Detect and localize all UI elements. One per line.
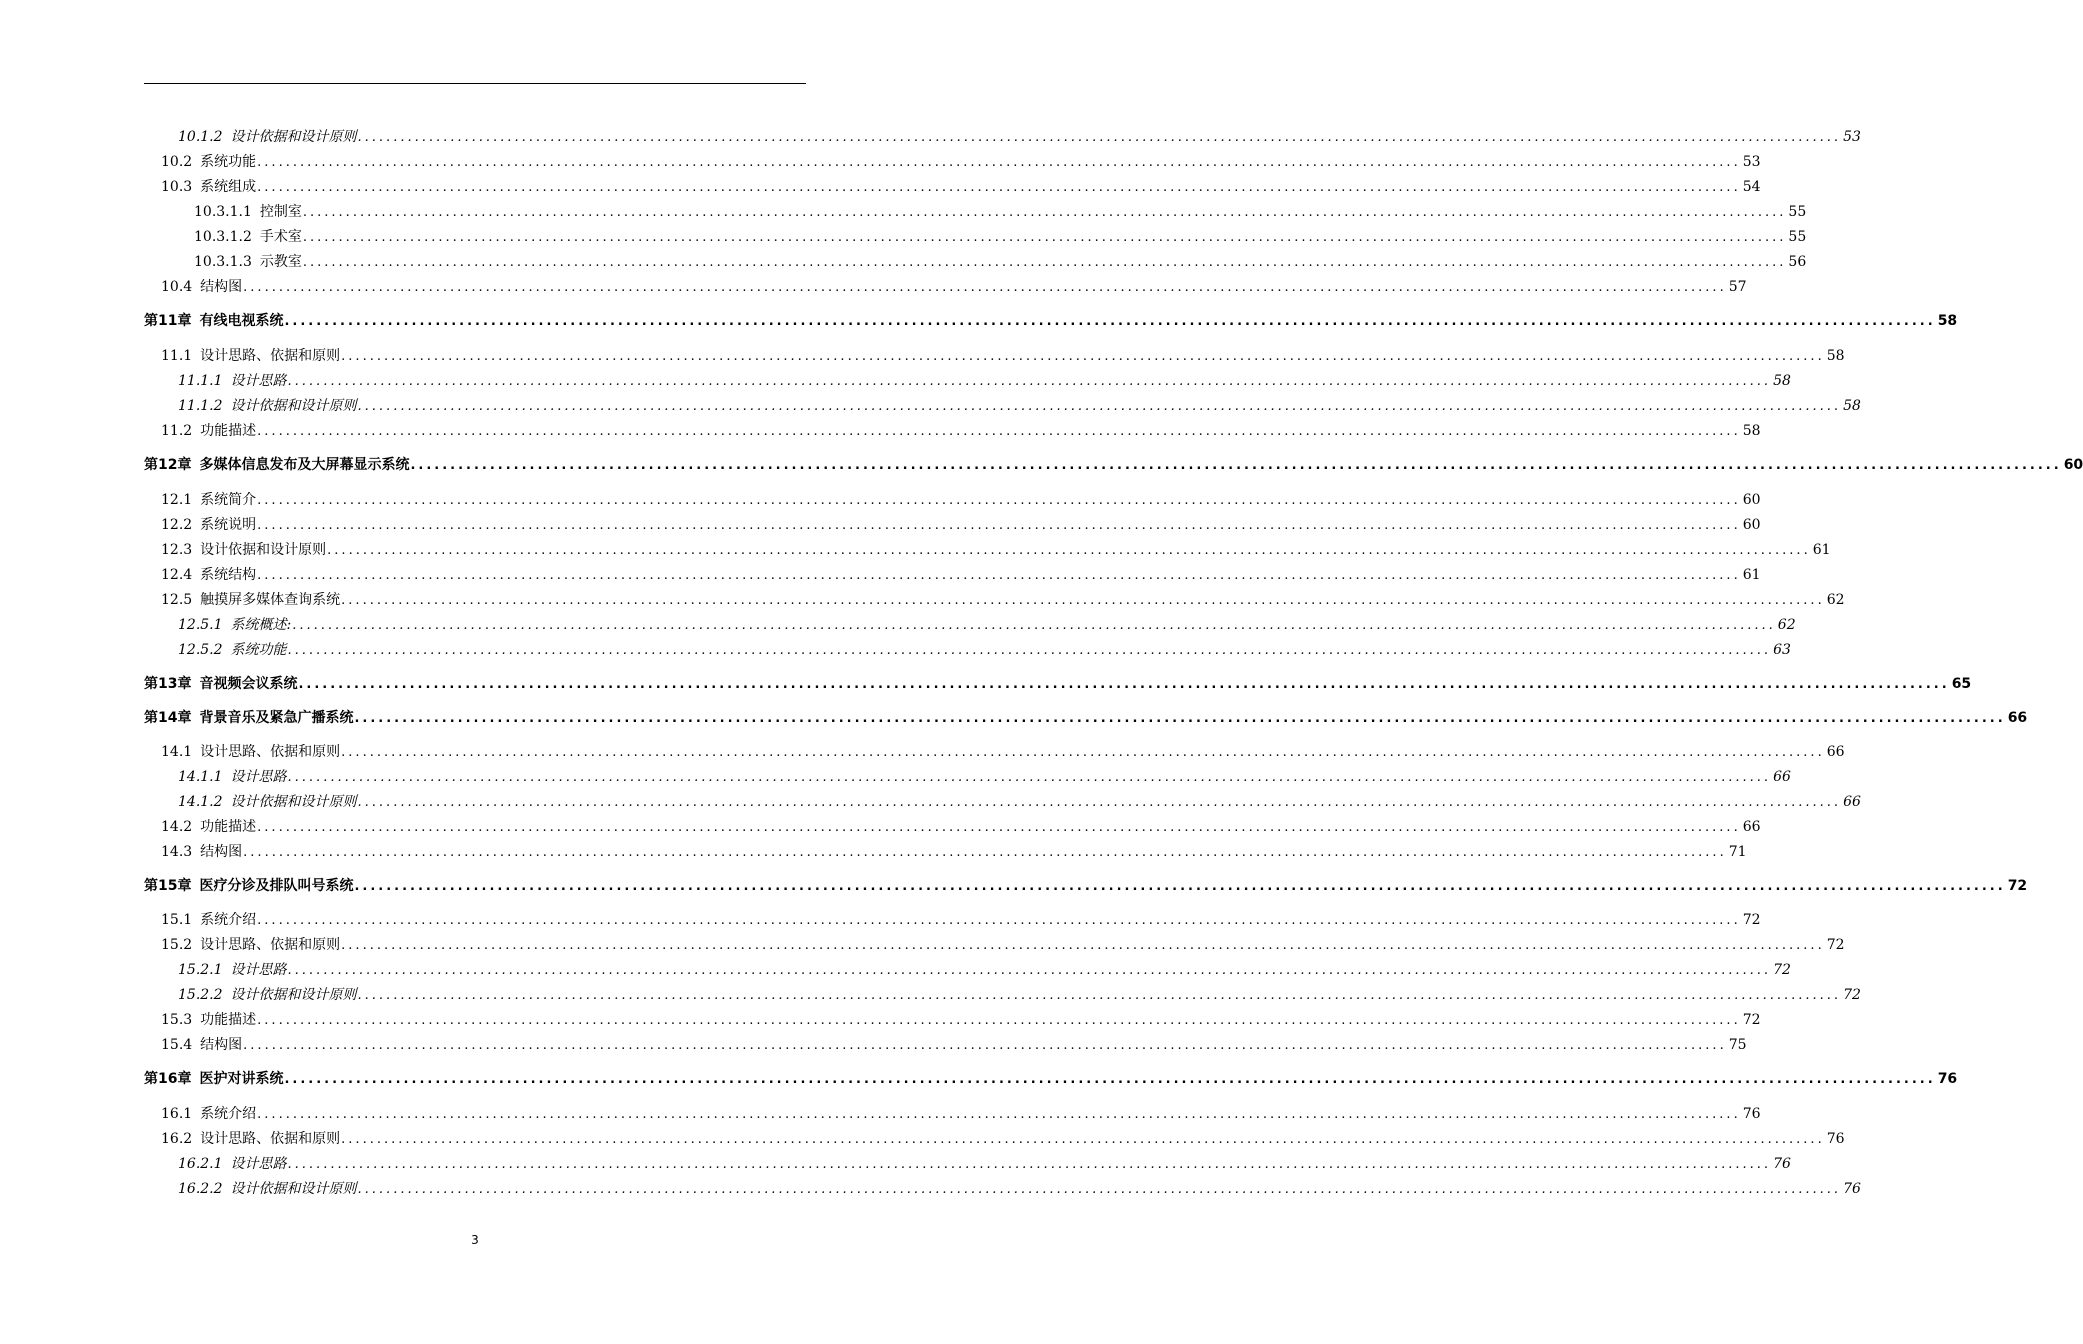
toc-entry[interactable] <box>178 1153 1791 1175</box>
toc-entry-page: 53 <box>1843 129 1861 145</box>
toc-entry-number: 15.4 <box>161 1037 193 1053</box>
toc-leader-dots: ................................................................................................................................................................................................................ <box>284 314 1936 329</box>
toc-leader-dots: ................................................................................................................................................................................................................ <box>354 711 2006 726</box>
toc-leader-dots: ................................................................................................................................................................................................................ <box>341 745 1825 760</box>
toc-entry-page: 75 <box>1728 1037 1747 1053</box>
toc-entry-number: 12.5.1 <box>178 617 223 633</box>
toc-entry-page: 72 <box>1742 1012 1761 1028</box>
toc-entry-title: 手术室 <box>259 229 302 245</box>
toc-entry-number: 14.1 <box>161 744 193 760</box>
toc-entry[interactable] <box>178 395 1861 417</box>
toc-entry[interactable] <box>194 251 1807 273</box>
toc-entry[interactable] <box>161 589 1845 611</box>
toc-entry-page: 54 <box>1742 179 1761 195</box>
toc-entry-page: 61 <box>1812 542 1831 558</box>
toc-entry-title: 示教室 <box>259 254 302 270</box>
toc-entry-title: 结构图 <box>200 1037 243 1053</box>
toc-chapter-entry[interactable] <box>144 454 2083 476</box>
toc-entry-title: 设计依据和设计原则 <box>230 129 357 145</box>
toc-entry-number: 14.2 <box>161 819 193 835</box>
toc-entry-page: 66 <box>1843 794 1861 810</box>
toc-entry-page: 63 <box>1773 642 1791 658</box>
toc-entry[interactable] <box>161 816 1761 838</box>
toc-leader-dots: ................................................................................................................................................................................................................ <box>302 230 1787 245</box>
toc-chapter-title: 背景音乐及紧急广播系统 <box>199 710 354 726</box>
toc-chapter-entry[interactable] <box>144 673 1972 695</box>
toc-entry-page: 76 <box>1843 1181 1861 1197</box>
toc-chapter-entry[interactable] <box>144 875 2028 897</box>
toc-leader-dots: ................................................................................................................................................................................................................ <box>287 963 1772 978</box>
toc-entry[interactable] <box>194 226 1807 248</box>
toc-entry-number: 12.4 <box>161 567 193 583</box>
toc-entry-number: 10.3 <box>161 179 193 195</box>
toc-entry[interactable] <box>178 614 1796 636</box>
toc-entry-number: 12.5 <box>161 592 193 608</box>
toc-leader-dots: ................................................................................................................................................................................................................ <box>257 493 1741 508</box>
toc-entry[interactable] <box>178 639 1791 661</box>
toc-entry-page: 60 <box>1742 492 1761 508</box>
toc-chapter-title: 医护对讲系统 <box>199 1071 284 1087</box>
toc-entry-number: 14.3 <box>161 844 193 860</box>
toc-leader-dots: ................................................................................................................................................................................................................ <box>287 770 1772 785</box>
toc-leader-dots: ................................................................................................................................................................................................................ <box>243 280 1727 295</box>
toc-entry-title: 设计依据和设计原则 <box>230 1181 357 1197</box>
toc-entry-title: 设计思路 <box>230 1156 287 1172</box>
toc-entry-page: 66 <box>1826 744 1845 760</box>
toc-entry-number: 10.3.1.1 <box>194 204 252 220</box>
toc-entry[interactable] <box>178 370 1791 392</box>
toc-entry-title: 系统功能 <box>230 642 287 658</box>
toc-entry-page: 58 <box>1826 348 1845 364</box>
toc-chapter-number: 第15章 <box>144 878 192 894</box>
toc-chapter-number: 第12章 <box>144 457 192 473</box>
toc-entry[interactable] <box>161 420 1761 442</box>
toc-leader-dots: ................................................................................................................................................................................................................ <box>257 518 1741 533</box>
toc-entry-number: 10.4 <box>161 279 193 295</box>
toc-entry-page: 55 <box>1788 204 1807 220</box>
toc-entry-page: 76 <box>1742 1106 1761 1122</box>
toc-entry-title: 功能描述 <box>200 819 257 835</box>
toc-entry-number: 12.2 <box>161 517 193 533</box>
toc-leader-dots: ................................................................................................................................................................................................................ <box>257 913 1741 928</box>
toc-entry-page: 53 <box>1742 154 1761 170</box>
toc-chapter-number: 第13章 <box>144 676 192 692</box>
toc-entry-title: 功能描述 <box>200 1012 257 1028</box>
toc-entry[interactable] <box>161 741 1845 763</box>
toc-entry-page: 55 <box>1788 229 1807 245</box>
toc-entry-number: 12.5.2 <box>178 642 223 658</box>
toc-entry-page: 72 <box>2007 878 2028 894</box>
toc-leader-dots: ................................................................................................................................................................................................................ <box>257 424 1741 439</box>
toc-entry-title: 系统介绍 <box>200 1106 257 1122</box>
toc-leader-dots: ................................................................................................................................................................................................................ <box>341 938 1825 953</box>
toc-entry[interactable] <box>161 539 1831 561</box>
toc-entry-page: 58 <box>1937 313 1958 329</box>
toc-entry[interactable] <box>178 959 1791 981</box>
toc-entry-title: 设计思路 <box>230 769 287 785</box>
toc-chapter-title: 医疗分诊及排队叫号系统 <box>199 878 354 894</box>
toc-entry-number: 10.2 <box>161 154 193 170</box>
toc-entry-title: 设计思路 <box>230 962 287 978</box>
toc-leader-dots: ................................................................................................................................................................................................................ <box>284 1072 1936 1087</box>
toc-entry-number: 16.2 <box>161 1131 193 1147</box>
toc-entry[interactable] <box>161 934 1845 956</box>
toc-entry-page: 72 <box>1843 987 1861 1003</box>
toc-entry-page: 66 <box>1742 819 1761 835</box>
toc-entry[interactable] <box>178 1178 1861 1200</box>
toc-entry-number: 12.3 <box>161 542 193 558</box>
toc-entry[interactable] <box>161 1128 1845 1150</box>
toc-entry-title: 控制室 <box>259 204 302 220</box>
toc-leader-dots: ................................................................................................................................................................................................................ <box>298 677 1950 692</box>
toc-entry[interactable] <box>161 176 1761 198</box>
toc-entry-page: 60 <box>1742 517 1761 533</box>
toc-entry-number: 15.2.1 <box>178 962 223 978</box>
toc-leader-dots: ................................................................................................................................................................................................................ <box>257 568 1741 583</box>
toc-entry-title: 设计思路、依据和原则 <box>200 348 341 364</box>
toc-entry-number: 14.1.1 <box>178 769 223 785</box>
toc-entry[interactable] <box>161 1103 1761 1125</box>
toc-entry-title: 设计思路、依据和原则 <box>200 744 341 760</box>
toc-entry-number: 10.3.1.3 <box>194 254 252 270</box>
toc-entry[interactable] <box>178 984 1861 1006</box>
toc-entry-number: 14.1.2 <box>178 794 223 810</box>
toc-entry-number: 15.2.2 <box>178 987 223 1003</box>
toc-entry-page: 65 <box>1951 676 1972 692</box>
toc-entry-page: 71 <box>1728 844 1747 860</box>
toc-entry-number: 10.3.1.2 <box>194 229 252 245</box>
toc-leader-dots: ................................................................................................................................................................................................................ <box>357 399 1842 414</box>
toc-leader-dots: ................................................................................................................................................................................................................ <box>287 374 1772 389</box>
toc-entry-number: 15.2 <box>161 937 193 953</box>
toc-leader-dots: ................................................................................................................................................................................................................ <box>341 1132 1825 1147</box>
toc-entry-number: 10.1.2 <box>178 129 223 145</box>
toc-entry[interactable] <box>194 201 1807 223</box>
toc-entry[interactable] <box>161 841 1747 863</box>
toc-entry[interactable] <box>161 276 1747 298</box>
toc-leader-dots: ................................................................................................................................................................................................................ <box>257 155 1741 170</box>
toc-leader-dots: ................................................................................................................................................................................................................ <box>292 618 1776 633</box>
toc-leader-dots: ................................................................................................................................................................................................................ <box>302 255 1787 270</box>
toc-entry-page: 72 <box>1826 937 1845 953</box>
toc-entry[interactable] <box>161 1009 1761 1031</box>
toc-entry-page: 66 <box>1773 769 1791 785</box>
toc-entry-number: 15.1 <box>161 912 193 928</box>
toc-entry-title: 设计依据和设计原则 <box>230 987 357 1003</box>
toc-entry-title: 系统功能 <box>200 154 257 170</box>
toc-leader-dots: ................................................................................................................................................................................................................ <box>410 458 2062 473</box>
toc-entry[interactable] <box>161 151 1761 173</box>
toc-entry-page: 76 <box>1826 1131 1845 1147</box>
toc-entry[interactable] <box>161 345 1845 367</box>
toc-leader-dots: ................................................................................................................................................................................................................ <box>257 820 1741 835</box>
toc-entry-page: 57 <box>1728 279 1747 295</box>
toc-entry[interactable] <box>161 564 1761 586</box>
toc-entry-number: 11.2 <box>161 423 193 439</box>
toc-entry-page: 72 <box>1773 962 1791 978</box>
toc-leader-dots: ................................................................................................................................................................................................................ <box>257 1013 1741 1028</box>
toc-entry-number: 12.1 <box>161 492 193 508</box>
toc-chapter-entry[interactable] <box>144 707 2028 729</box>
toc-entry-title: 设计思路 <box>230 373 287 389</box>
toc-entry-title: 系统概述: <box>230 617 292 633</box>
toc-entry-title: 功能描述 <box>200 423 257 439</box>
toc-entry-page: 60 <box>2063 457 2083 473</box>
toc-entry-page: 76 <box>1773 1156 1791 1172</box>
toc-entry-number: 11.1.1 <box>178 373 223 389</box>
toc-entry[interactable] <box>161 514 1761 536</box>
toc-entry[interactable] <box>161 909 1761 931</box>
toc-entry-page: 58 <box>1773 373 1791 389</box>
toc-chapter-entry[interactable] <box>144 310 1958 332</box>
toc-entry-title: 系统结构 <box>200 567 257 583</box>
toc-entry-page: 62 <box>1826 592 1845 608</box>
toc-leader-dots: ................................................................................................................................................................................................................ <box>357 988 1842 1003</box>
toc-entry-title: 系统说明 <box>200 517 257 533</box>
toc-entry[interactable] <box>161 489 1761 511</box>
toc-entry-page: 61 <box>1742 567 1761 583</box>
toc-entry-number: 16.1 <box>161 1106 193 1122</box>
toc-entry-title: 设计依据和设计原则 <box>230 398 357 414</box>
toc-entry-title: 设计依据和设计原则 <box>230 794 357 810</box>
toc-entry-page: 56 <box>1788 254 1807 270</box>
toc-entry-title: 结构图 <box>200 279 243 295</box>
toc-leader-dots: ................................................................................................................................................................................................................ <box>341 593 1825 608</box>
toc-leader-dots: ................................................................................................................................................................................................................ <box>354 879 2006 894</box>
toc-entry-title: 系统简介 <box>200 492 257 508</box>
toc-chapter-title: 多媒体信息发布及大屏幕显示系统 <box>199 457 410 473</box>
toc-chapter-number: 第14章 <box>144 710 192 726</box>
toc-entry-number: 11.1.2 <box>178 398 223 414</box>
toc-entry-number: 16.2.2 <box>178 1181 223 1197</box>
toc-chapter-title: 有线电视系统 <box>199 313 284 329</box>
page-number: 3 <box>471 1233 479 1247</box>
toc-leader-dots: ................................................................................................................................................................................................................ <box>243 1038 1727 1053</box>
toc-entry-title: 触摸屏多媒体查询系统 <box>200 592 341 608</box>
toc-chapter-entry[interactable] <box>144 1068 1958 1090</box>
toc-leader-dots: ................................................................................................................................................................................................................ <box>357 1182 1842 1197</box>
toc-leader-dots: ................................................................................................................................................................................................................ <box>357 130 1842 145</box>
toc-entry-number: 15.3 <box>161 1012 193 1028</box>
toc-entry-page: 76 <box>1937 1071 1958 1087</box>
toc-entry-page: 72 <box>1742 912 1761 928</box>
toc-leader-dots: ................................................................................................................................................................................................................ <box>357 795 1842 810</box>
toc-leader-dots: ................................................................................................................................................................................................................ <box>243 845 1727 860</box>
toc-chapter-number: 第11章 <box>144 313 192 329</box>
toc-entry-page: 66 <box>2007 710 2028 726</box>
toc-entry-title: 设计思路、依据和原则 <box>200 1131 341 1147</box>
toc-entry-title: 系统组成 <box>200 179 257 195</box>
toc-entry[interactable] <box>178 791 1861 813</box>
toc-leader-dots: ................................................................................................................................................................................................................ <box>257 180 1741 195</box>
toc-chapter-title: 音视频会议系统 <box>199 676 298 692</box>
toc-entry-number: 11.1 <box>161 348 193 364</box>
toc-entry-page: 62 <box>1777 617 1796 633</box>
toc-entry-title: 设计依据和设计原则 <box>200 542 327 558</box>
toc-entry-page: 58 <box>1742 423 1761 439</box>
toc-entry[interactable] <box>178 766 1791 788</box>
toc-leader-dots: ................................................................................................................................................................................................................ <box>287 1157 1772 1172</box>
toc-entry-page: 58 <box>1843 398 1861 414</box>
toc-entry-title: 设计思路、依据和原则 <box>200 937 341 953</box>
toc-leader-dots: ................................................................................................................................................................................................................ <box>287 643 1772 658</box>
toc-leader-dots: ................................................................................................................................................................................................................ <box>257 1107 1741 1122</box>
toc-entry[interactable] <box>161 1034 1747 1056</box>
toc-entry-title: 系统介绍 <box>200 912 257 928</box>
toc-entry-title: 结构图 <box>200 844 243 860</box>
toc-entry[interactable] <box>178 126 1861 148</box>
toc-leader-dots: ................................................................................................................................................................................................................ <box>327 543 1811 558</box>
toc-entry-number: 16.2.1 <box>178 1156 223 1172</box>
toc-leader-dots: ................................................................................................................................................................................................................ <box>341 349 1825 364</box>
toc-chapter-number: 第16章 <box>144 1071 192 1087</box>
toc-leader-dots: ................................................................................................................................................................................................................ <box>302 205 1787 220</box>
